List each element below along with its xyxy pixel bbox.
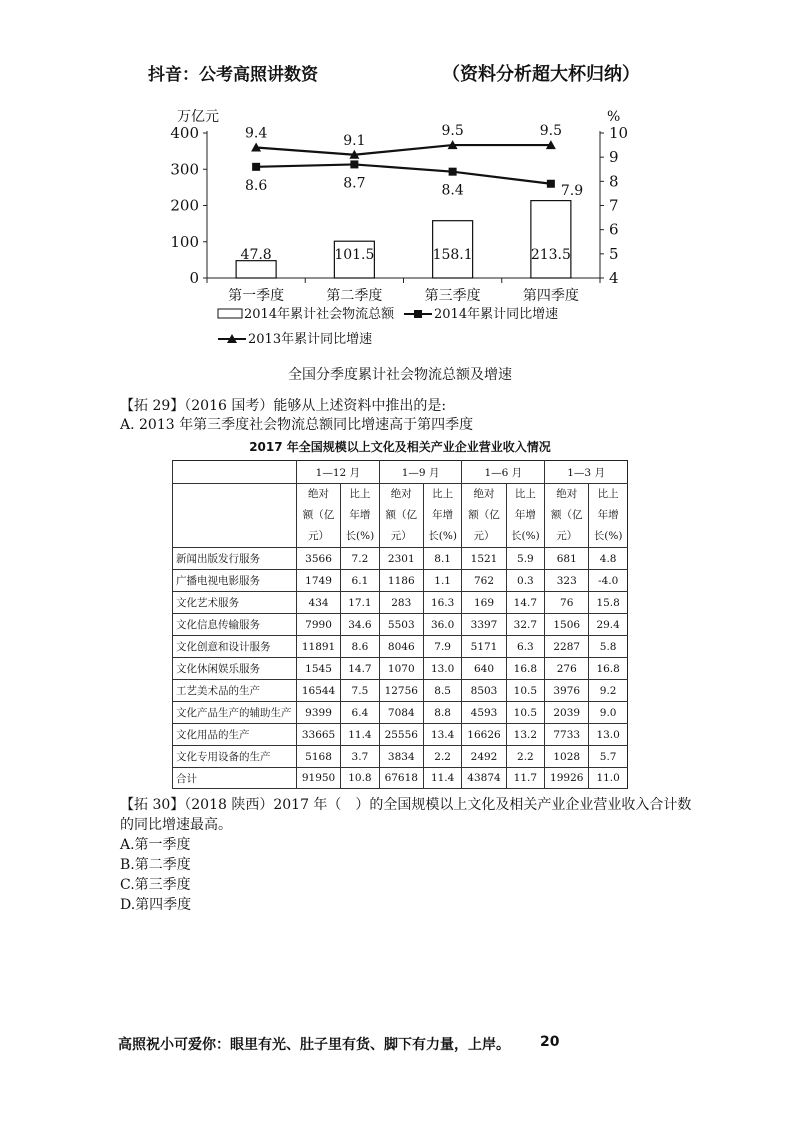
cell-growth: 16.3 — [423, 592, 462, 614]
right-tick-label: 8 — [609, 172, 619, 191]
line-value-label: 9.1 — [343, 132, 366, 149]
cell-growth: 32.7 — [506, 614, 545, 636]
line-value-label: 8.4 — [441, 182, 464, 199]
subheader-growth — [506, 484, 545, 548]
legend-line-label: 2013年累计同比增速 — [248, 332, 373, 347]
cell-absolute: 5503 — [379, 614, 423, 636]
cell-absolute: 3976 — [545, 680, 589, 702]
subheader-line: 绝对 — [308, 488, 330, 500]
cell-absolute: 5168 — [297, 746, 341, 768]
x-tick-label: 第三季度 — [424, 288, 481, 304]
row-label: 广播电视电影服务 — [173, 570, 297, 592]
cell-absolute: 1070 — [379, 658, 423, 680]
cell-absolute: 16626 — [462, 724, 506, 746]
subheader-line: 额（亿 — [302, 509, 335, 521]
footer-text: 高照祝小可爱你：眼里有光、肚子里有货、脚下有力量，上岸。 — [118, 1037, 510, 1053]
subheader-line: 年增 — [597, 509, 619, 521]
subheader-absolute — [379, 484, 423, 548]
cell-growth: 5.9 — [506, 548, 545, 570]
table-period-header-row — [173, 461, 628, 484]
cell-absolute: 43874 — [462, 768, 506, 789]
subheader-line: 比上 — [597, 488, 619, 500]
cell-absolute: 640 — [462, 658, 506, 680]
cell-absolute: 25556 — [379, 724, 423, 746]
right-tick-label: 6 — [609, 220, 619, 239]
cell-growth: 8.5 — [423, 680, 462, 702]
cell-absolute: 681 — [545, 548, 589, 570]
cell-growth: 8.6 — [341, 636, 380, 658]
table-row — [173, 636, 628, 658]
line-value-label: 9.4 — [244, 125, 268, 142]
cell-absolute: 5171 — [462, 636, 506, 658]
cell-absolute: 91950 — [297, 768, 341, 789]
bar-value-label: 158.1 — [432, 247, 473, 263]
cell-growth: 14.7 — [341, 658, 380, 680]
question-29-stem: 【拓 29】（2016 国考）能够从上述资料中推出的是: — [120, 398, 447, 414]
cell-absolute: 1521 — [462, 548, 506, 570]
cell-growth: 16.8 — [589, 658, 628, 680]
cell-absolute: 1506 — [545, 614, 589, 636]
row-label: 文化信息传输服务 — [173, 614, 297, 636]
row-label: 工艺美术品的生产 — [173, 680, 297, 702]
subheader-line: 额（亿 — [468, 509, 500, 521]
table-row — [173, 614, 628, 636]
question-30-option-a: A.第一季度 — [120, 837, 191, 853]
cell-growth: 11.0 — [589, 768, 628, 789]
cell-absolute: 1545 — [297, 658, 341, 680]
cell-absolute: 1028 — [545, 746, 589, 768]
cell-growth: 2.2 — [506, 746, 545, 768]
subheader-line: 年增 — [514, 509, 536, 521]
cell-growth: 8.1 — [423, 548, 462, 570]
subheader-line: 年增 — [349, 509, 371, 521]
cell-absolute: 2039 — [545, 702, 589, 724]
right-tick-label: 9 — [609, 148, 619, 167]
row-label: 文化创意和设计服务 — [173, 636, 297, 658]
subheader-line: 绝对 — [390, 488, 412, 500]
question-30-option-b: B.第二季度 — [120, 857, 191, 873]
question-30-option-c: C.第三季度 — [120, 877, 191, 893]
cell-absolute: 7990 — [297, 614, 341, 636]
cell-growth: 34.6 — [341, 614, 380, 636]
cell-growth: 14.7 — [506, 592, 545, 614]
cell-growth: 10.8 — [341, 768, 380, 789]
row-label: 新闻出版发行服务 — [173, 548, 297, 570]
subheader-growth — [589, 484, 628, 548]
cell-growth: 11.7 — [506, 768, 545, 789]
cell-absolute: 16544 — [297, 680, 341, 702]
question-30-stem-line2: 的同比增速最高。 — [120, 817, 232, 833]
legend-line-label: 2014年累计同比增速 — [434, 307, 559, 322]
cell-absolute: 1749 — [297, 570, 341, 592]
cell-absolute: 19926 — [545, 768, 589, 789]
cell-absolute: 12756 — [379, 680, 423, 702]
right-tick-label: 10 — [609, 124, 629, 142]
cell-growth: 16.8 — [506, 658, 545, 680]
left-tick-label: 300 — [170, 160, 199, 179]
header-right-text: （资料分析超大杯归纳） — [442, 64, 640, 85]
bar-value-label: 213.5 — [530, 247, 571, 263]
cell-absolute: 3397 — [462, 614, 506, 636]
table-row — [173, 702, 628, 724]
cell-absolute: 283 — [379, 592, 423, 614]
cell-growth: 7.9 — [423, 636, 462, 658]
line-value-label: 7.9 — [560, 182, 584, 199]
cell-growth: 11.4 — [423, 768, 462, 789]
cell-growth: 13.4 — [423, 724, 462, 746]
period-header: 1—12 月 — [297, 461, 380, 484]
cell-growth: 11.4 — [341, 724, 380, 746]
cell-growth: 10.5 — [506, 680, 545, 702]
subheader-line: 绝对 — [556, 488, 578, 500]
period-header: 1—6 月 — [462, 461, 545, 484]
cell-growth: 13.0 — [589, 724, 628, 746]
line-value-label: 9.5 — [539, 123, 563, 140]
cell-growth: 17.1 — [341, 592, 380, 614]
cell-absolute: 276 — [545, 658, 589, 680]
cell-growth: 3.7 — [341, 746, 380, 768]
cell-absolute: 8503 — [462, 680, 506, 702]
subheader-line: 额（亿 — [385, 509, 418, 521]
legend-bar-label: 2014年累计社会物流总额 — [244, 307, 395, 322]
cell-growth: 36.0 — [423, 614, 462, 636]
table-corner-cell — [173, 461, 297, 484]
cell-growth: 8.8 — [423, 702, 462, 724]
subheader-line: 绝对 — [473, 488, 495, 500]
cell-growth: 13.2 — [506, 724, 545, 746]
subheader-line: 长(%) — [345, 530, 375, 542]
cell-absolute: 33665 — [297, 724, 341, 746]
cell-absolute: 2301 — [379, 548, 423, 570]
bar — [531, 201, 571, 278]
cell-absolute: 1186 — [379, 570, 423, 592]
table-row — [173, 548, 628, 570]
cell-absolute: 762 — [462, 570, 506, 592]
table-row — [173, 746, 628, 768]
cell-growth: -4.0 — [589, 570, 628, 592]
cell-growth: 6.3 — [506, 636, 545, 658]
table-row — [173, 724, 628, 746]
cell-growth: 2.2 — [423, 746, 462, 768]
cell-absolute: 7084 — [379, 702, 423, 724]
x-tick-label: 第一季度 — [228, 288, 285, 304]
subheader-absolute — [545, 484, 589, 548]
subheader-line: 比上 — [514, 488, 536, 500]
square-marker — [547, 180, 555, 188]
period-header: 1—9 月 — [379, 461, 462, 484]
table-row — [173, 680, 628, 702]
left-tick-label: 400 — [170, 124, 199, 142]
line-value-label: 8.6 — [244, 177, 268, 194]
table-subheader-row — [173, 484, 628, 548]
period-header: 1—3 月 — [545, 461, 628, 484]
subheader-line: 元） — [308, 530, 330, 542]
subheader-absolute — [297, 484, 341, 548]
question-30-stem-line1: 【拓 30】（2018 陕西）2017 年（ ）的全国规模以上文化及相关产业企业营业收入合计数 — [120, 797, 692, 813]
series-line — [256, 164, 551, 183]
chart-caption: 全国分季度累计社会物流总额及增速 — [288, 367, 512, 383]
left-tick-label: 100 — [170, 232, 199, 251]
cell-growth: 15.8 — [589, 592, 628, 614]
table-row — [173, 592, 628, 614]
subheader-line: 长(%) — [428, 530, 457, 542]
cell-absolute: 169 — [462, 592, 506, 614]
subheader-line: 元） — [556, 530, 578, 542]
cell-absolute: 4593 — [462, 702, 506, 724]
cell-growth: 5.7 — [589, 746, 628, 768]
subheader-line: 额（亿 — [550, 509, 583, 521]
x-tick-label: 第四季度 — [522, 288, 579, 304]
cell-absolute: 2492 — [462, 746, 506, 768]
series-line — [256, 145, 551, 155]
cell-growth: 7.2 — [341, 548, 380, 570]
row-label: 文化休闲娱乐服务 — [173, 658, 297, 680]
cell-absolute: 3566 — [297, 548, 341, 570]
subheader-line: 元） — [473, 530, 495, 542]
square-marker — [252, 163, 260, 171]
right-tick-label: 4 — [609, 269, 619, 287]
right-tick-label: 7 — [609, 196, 619, 215]
left-tick-label: 0 — [189, 269, 199, 287]
row-label: 文化用品的生产 — [173, 724, 297, 746]
subheader-growth — [423, 484, 462, 548]
cell-absolute: 7733 — [545, 724, 589, 746]
subheader-growth — [341, 484, 380, 548]
line-value-label: 8.7 — [343, 175, 366, 192]
table-row — [173, 570, 628, 592]
bar-value-label: 47.8 — [240, 247, 272, 263]
cell-absolute: 8046 — [379, 636, 423, 658]
cell-absolute: 323 — [545, 570, 589, 592]
row-label: 文化产品生产的辅助生产 — [173, 702, 297, 724]
header-left-text: 抖音：公考高照讲数资 — [148, 65, 318, 85]
row-label: 文化专用设备的生产 — [173, 746, 297, 768]
cell-absolute: 2287 — [545, 636, 589, 658]
table-row — [173, 768, 628, 789]
legend-bar-swatch — [218, 309, 242, 318]
cell-growth: 0.3 — [506, 570, 545, 592]
cell-growth: 9.2 — [589, 680, 628, 702]
square-marker — [350, 160, 358, 168]
row-label: 文化艺术服务 — [173, 592, 297, 614]
cell-growth: 6.1 — [341, 570, 380, 592]
row-label: 合计 — [173, 768, 297, 789]
table-title: 2017 年全国规模以上文化及相关产业企业营业收入情况 — [249, 440, 551, 454]
subheader-line: 长(%) — [511, 530, 540, 542]
right-axis-unit: % — [607, 109, 621, 125]
bar — [236, 261, 276, 278]
cell-growth: 29.4 — [589, 614, 628, 636]
subheader-line: 比上 — [349, 488, 371, 500]
cell-absolute: 434 — [297, 592, 341, 614]
right-tick-label: 5 — [609, 244, 619, 263]
bar-value-label: 101.5 — [334, 247, 375, 263]
cell-growth: 1.1 — [423, 570, 462, 592]
subheader-line: 长(%) — [593, 530, 623, 542]
left-axis-unit: 万亿元 — [177, 109, 219, 125]
cell-growth: 7.5 — [341, 680, 380, 702]
cell-growth: 13.0 — [423, 658, 462, 680]
line-value-label: 9.5 — [441, 123, 464, 140]
legend-square-marker — [414, 310, 422, 318]
cell-growth: 9.0 — [589, 702, 628, 724]
subheader-line: 元） — [390, 530, 412, 542]
left-tick-label: 200 — [170, 196, 199, 215]
cell-growth: 10.5 — [506, 702, 545, 724]
subheader-absolute — [462, 484, 506, 548]
cell-absolute: 9399 — [297, 702, 341, 724]
table-corner-cell — [173, 484, 297, 548]
question-30-option-d: D.第四季度 — [120, 897, 192, 913]
cell-growth: 4.8 — [589, 548, 628, 570]
revenue-table — [172, 460, 628, 789]
cell-absolute: 67618 — [379, 768, 423, 789]
table-row — [173, 658, 628, 680]
cell-growth: 5.8 — [589, 636, 628, 658]
logistics-chart — [0, 0, 800, 380]
page-number: 20 — [540, 1034, 560, 1050]
subheader-line: 比上 — [432, 488, 454, 500]
cell-absolute: 76 — [545, 592, 589, 614]
subheader-line: 年增 — [432, 509, 454, 521]
cell-absolute: 11891 — [297, 636, 341, 658]
question-29-option-a: A. 2013 年第三季度社会物流总额同比增速高于第四季度 — [120, 417, 474, 433]
square-marker — [449, 168, 457, 176]
x-tick-label: 第二季度 — [326, 288, 383, 304]
cell-absolute: 3834 — [379, 746, 423, 768]
cell-growth: 6.4 — [341, 702, 380, 724]
